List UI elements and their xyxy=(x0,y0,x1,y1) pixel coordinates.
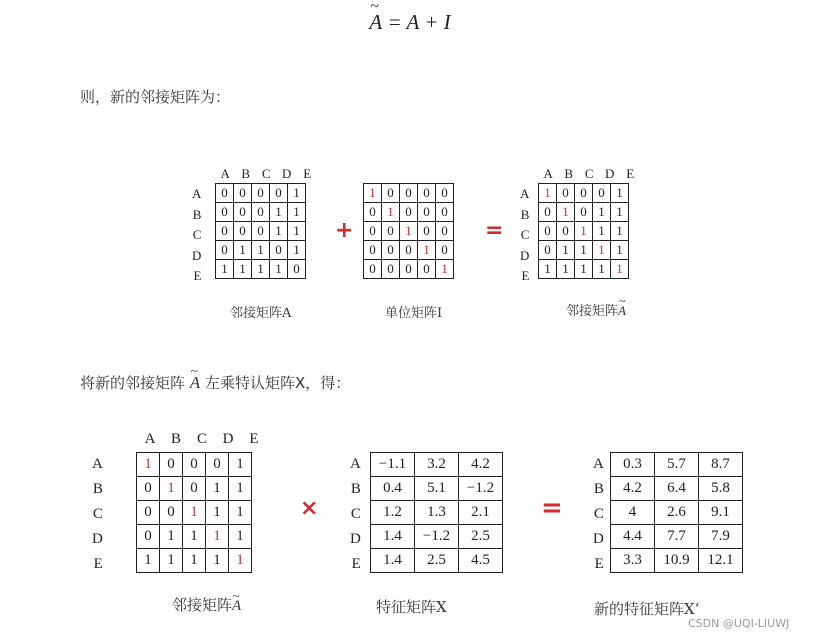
matrix-cell: 1 xyxy=(575,260,593,279)
matrix-cell: 0 xyxy=(364,260,382,279)
matrix-cell: 7.9 xyxy=(699,525,743,549)
matrix-cell: 0 xyxy=(418,184,436,203)
matrix-cell: 1 xyxy=(206,501,229,525)
matrix-cell: 0 xyxy=(364,222,382,241)
matrix-cell: 1 xyxy=(539,184,557,203)
matrix-cell: 0 xyxy=(539,241,557,260)
matrix-cell: 1 xyxy=(400,222,418,241)
matrix-cell: 1.2 xyxy=(371,501,415,525)
matrix-cell: 1 xyxy=(611,260,629,279)
paragraph-new-adjacency: 则，新的邻接矩阵为： xyxy=(80,88,231,106)
matrix-cell: 5.8 xyxy=(699,477,743,501)
matrix-cell: 1 xyxy=(206,477,229,501)
matrix-adjacency-A xyxy=(215,183,306,279)
matrix-cell: 0 xyxy=(234,184,252,203)
matrix-row xyxy=(216,260,306,279)
matrix-cell: 0 xyxy=(137,501,160,525)
matA-row-headers: A B C D E xyxy=(192,186,202,283)
matrix-cell: 2.5 xyxy=(415,549,459,573)
matrix-cell: 0.4 xyxy=(371,477,415,501)
caption-adjacency-A-tilde-large: 邻接矩阵~ A xyxy=(172,594,241,615)
equals-operator-top: = xyxy=(485,218,504,243)
bottom-matAt-col-headers: A B C D E xyxy=(144,431,259,447)
matrix-cell: 0 xyxy=(382,222,400,241)
matrix-cell: 1 xyxy=(557,241,575,260)
matrix-identity-I xyxy=(363,183,454,279)
matA-col-headers: A B C D E xyxy=(220,166,312,181)
matrix-row xyxy=(371,477,503,501)
matrix-cell: 1 xyxy=(234,241,252,260)
matrix-row xyxy=(137,453,252,477)
matrix-cell: 1 xyxy=(229,453,252,477)
matX-row-headers: A B C D E xyxy=(350,456,361,572)
formula xyxy=(0,10,820,35)
matrix-cell: −1.1 xyxy=(371,453,415,477)
matrix-cell: 2.6 xyxy=(655,501,699,525)
watermark: CSDN @UQI-LIUWJ xyxy=(688,617,790,630)
matrix-cell: 1 xyxy=(160,525,183,549)
matrix-cell: 0 xyxy=(288,260,306,279)
matrix-cell: 0 xyxy=(436,203,454,222)
matrix-cell: 2.1 xyxy=(459,501,503,525)
caption-adjacency-A-tilde: 邻接矩阵~ A xyxy=(566,300,626,319)
matrix-cell: 1 xyxy=(611,184,629,203)
matAt-col-headers: A B C D E xyxy=(543,166,635,181)
matrix-cell: 1 xyxy=(611,222,629,241)
matrix-cell: 0 xyxy=(436,222,454,241)
matrix-cell: 2.5 xyxy=(459,525,503,549)
matrix-row xyxy=(364,241,454,260)
matrix-cell: 1 xyxy=(183,525,206,549)
matrix-row xyxy=(611,453,743,477)
matrix-cell: −1.2 xyxy=(415,525,459,549)
matrix-cell: 1 xyxy=(593,241,611,260)
matrix-cell: 0 xyxy=(183,453,206,477)
matrix-row xyxy=(137,501,252,525)
matrix-adjacency-A-tilde-large xyxy=(136,452,252,573)
matrix-cell: 1 xyxy=(288,222,306,241)
matrix-cell: 9.1 xyxy=(699,501,743,525)
matrix-cell: 4.2 xyxy=(459,453,503,477)
matrix-cell: 1 xyxy=(206,525,229,549)
matrix-row xyxy=(137,477,252,501)
matrix-cell: 1 xyxy=(229,549,252,573)
matrix-row xyxy=(216,203,306,222)
matrix-cell: 1 xyxy=(611,241,629,260)
matrix-cell: 1 xyxy=(288,184,306,203)
matAt-row-headers: A B C D E xyxy=(520,186,530,283)
matrix-row xyxy=(539,260,629,279)
matrix-cell: 0 xyxy=(234,203,252,222)
matrix-cell: 4.5 xyxy=(459,549,503,573)
caption-new-feature-X-prime: 新的特征矩阵X‘ xyxy=(594,600,700,618)
matrix-cell: 1 xyxy=(418,241,436,260)
matrix-cell: 0 xyxy=(539,203,557,222)
matrix-cell: 1 xyxy=(270,203,288,222)
matrix-cell: 1 xyxy=(270,222,288,241)
matrix-row xyxy=(371,525,503,549)
matrix-cell: 0 xyxy=(400,184,418,203)
matrix-cell: 0 xyxy=(436,241,454,260)
matrix-cell: 0 xyxy=(382,260,400,279)
matrix-cell: 1 xyxy=(252,241,270,260)
matrix-row xyxy=(371,453,503,477)
matrix-cell: 1 xyxy=(229,477,252,501)
matrix-cell: 0 xyxy=(270,241,288,260)
matrix-cell: 1 xyxy=(183,501,206,525)
matrix-feature-X xyxy=(370,452,503,573)
matrix-cell: 0 xyxy=(539,222,557,241)
bottom-matAt-row-headers: A B C D E xyxy=(92,456,103,572)
matrix-cell: 0 xyxy=(593,184,611,203)
matrix-cell: 1 xyxy=(557,260,575,279)
matrix-cell: 0 xyxy=(252,184,270,203)
matrix-row xyxy=(137,549,252,573)
plus-operator: + xyxy=(335,218,354,243)
matrix-cell: 0 xyxy=(364,241,382,260)
matrix-cell: 0 xyxy=(557,184,575,203)
matrix-cell: 0 xyxy=(216,241,234,260)
matrix-cell: 10.9 xyxy=(655,549,699,573)
matrix-cell: 1 xyxy=(382,203,400,222)
matrix-cell: 1 xyxy=(575,241,593,260)
matrix-cell: 1 xyxy=(557,203,575,222)
matrix-cell: 1 xyxy=(288,203,306,222)
matrix-cell: 1 xyxy=(229,501,252,525)
matrix-row xyxy=(216,222,306,241)
matrix-cell: 0 xyxy=(418,260,436,279)
matrix-cell: 1 xyxy=(436,260,454,279)
matrix-row xyxy=(371,501,503,525)
matrix-cell: 0 xyxy=(418,222,436,241)
matrix-cell: 0 xyxy=(216,222,234,241)
matrix-cell: 1 xyxy=(234,260,252,279)
matrix-cell: 5.7 xyxy=(655,453,699,477)
matrix-cell: 0 xyxy=(382,184,400,203)
matrix-cell: 0 xyxy=(252,222,270,241)
matrix-cell: 4 xyxy=(611,501,655,525)
matrix-row xyxy=(137,525,252,549)
matrix-row xyxy=(364,203,454,222)
matrix-cell: 6.4 xyxy=(655,477,699,501)
matrix-cell: 1 xyxy=(216,260,234,279)
matrix-row xyxy=(216,241,306,260)
caption-feature-X: 特征矩阵X xyxy=(376,598,447,616)
matrix-row xyxy=(611,501,743,525)
matrix-cell: 0 xyxy=(137,477,160,501)
matrix-cell: 5.1 xyxy=(415,477,459,501)
caption-adjacency-A: 邻接矩阵A xyxy=(230,306,292,321)
matrix-cell: 1 xyxy=(288,241,306,260)
matrix-row xyxy=(216,184,306,203)
matrix-row xyxy=(364,184,454,203)
matrix-cell: 0 xyxy=(400,241,418,260)
matrix-cell: 1 xyxy=(575,222,593,241)
matrix-cell: 0 xyxy=(575,184,593,203)
matrix-cell: 1 xyxy=(252,260,270,279)
paragraph-multiply: 将新的邻接矩阵 ~ A 左乘特认矩阵X，得： xyxy=(80,372,350,393)
matrix-cell: 0 xyxy=(575,203,593,222)
matrix-cell: 0 xyxy=(183,477,206,501)
matrix-cell: 0 xyxy=(252,203,270,222)
matrix-cell: 1 xyxy=(229,525,252,549)
matrix-row xyxy=(364,222,454,241)
matrix-cell: 4.4 xyxy=(611,525,655,549)
matrix-cell: 1 xyxy=(593,222,611,241)
matrix-row xyxy=(539,241,629,260)
matrix-cell: 1.4 xyxy=(371,525,415,549)
matrix-cell: 0 xyxy=(364,203,382,222)
matrix-cell: 1.3 xyxy=(415,501,459,525)
matrix-cell: 1.4 xyxy=(371,549,415,573)
matrix-cell: 0 xyxy=(234,222,252,241)
matrix-cell: 0 xyxy=(216,184,234,203)
caption-identity-I: 单位矩阵I xyxy=(385,306,443,321)
matrix-row xyxy=(611,549,743,573)
matrix-row xyxy=(611,525,743,549)
matrix-cell: 0 xyxy=(382,241,400,260)
matrix-row xyxy=(539,222,629,241)
matrix-new-feature-X-prime xyxy=(610,452,743,573)
matrix-row xyxy=(611,477,743,501)
matXp-row-headers: A B C D E xyxy=(593,456,604,572)
matrix-cell: 1 xyxy=(137,453,160,477)
matrix-row xyxy=(364,260,454,279)
matrix-cell: 0 xyxy=(557,222,575,241)
matrix-cell: 0 xyxy=(160,453,183,477)
matrix-row xyxy=(539,203,629,222)
matrix-row xyxy=(539,184,629,203)
matrix-cell: 1 xyxy=(270,260,288,279)
matrix-cell: 0 xyxy=(400,260,418,279)
matrix-cell: 3.2 xyxy=(415,453,459,477)
matrix-cell: 1 xyxy=(206,549,229,573)
matrix-cell: 1 xyxy=(364,184,382,203)
matrix-cell: 8.7 xyxy=(699,453,743,477)
matrix-cell: −1.2 xyxy=(459,477,503,501)
times-operator: × xyxy=(300,496,319,521)
matrix-cell: 1 xyxy=(611,203,629,222)
matrix-cell: 1 xyxy=(593,260,611,279)
equals-operator-bottom: = xyxy=(541,493,563,523)
matrix-cell: 1 xyxy=(160,549,183,573)
matrix-cell: 4.2 xyxy=(611,477,655,501)
matrix-cell: 7.7 xyxy=(655,525,699,549)
matrix-cell: 1 xyxy=(137,549,160,573)
matrix-cell: 0 xyxy=(270,184,288,203)
matrix-cell: 1 xyxy=(593,203,611,222)
matrix-cell: 0 xyxy=(418,203,436,222)
matrix-cell: 1 xyxy=(183,549,206,573)
formula-rest: = A + I xyxy=(382,10,451,34)
matrix-adjacency-A-tilde xyxy=(538,183,629,279)
matrix-cell: 3.3 xyxy=(611,549,655,573)
matrix-row xyxy=(371,549,503,573)
matrix-cell: 0 xyxy=(400,203,418,222)
matrix-cell: 0 xyxy=(216,203,234,222)
matrix-cell: 1 xyxy=(160,477,183,501)
matrix-cell: 12.1 xyxy=(699,549,743,573)
formula-lhs: ~ A xyxy=(369,10,382,35)
matrix-cell: 0 xyxy=(137,525,160,549)
matrix-cell: 0.3 xyxy=(611,453,655,477)
matrix-cell: 0 xyxy=(160,501,183,525)
matrix-cell: 0 xyxy=(206,453,229,477)
matrix-cell: 1 xyxy=(539,260,557,279)
matrix-cell: 0 xyxy=(436,184,454,203)
